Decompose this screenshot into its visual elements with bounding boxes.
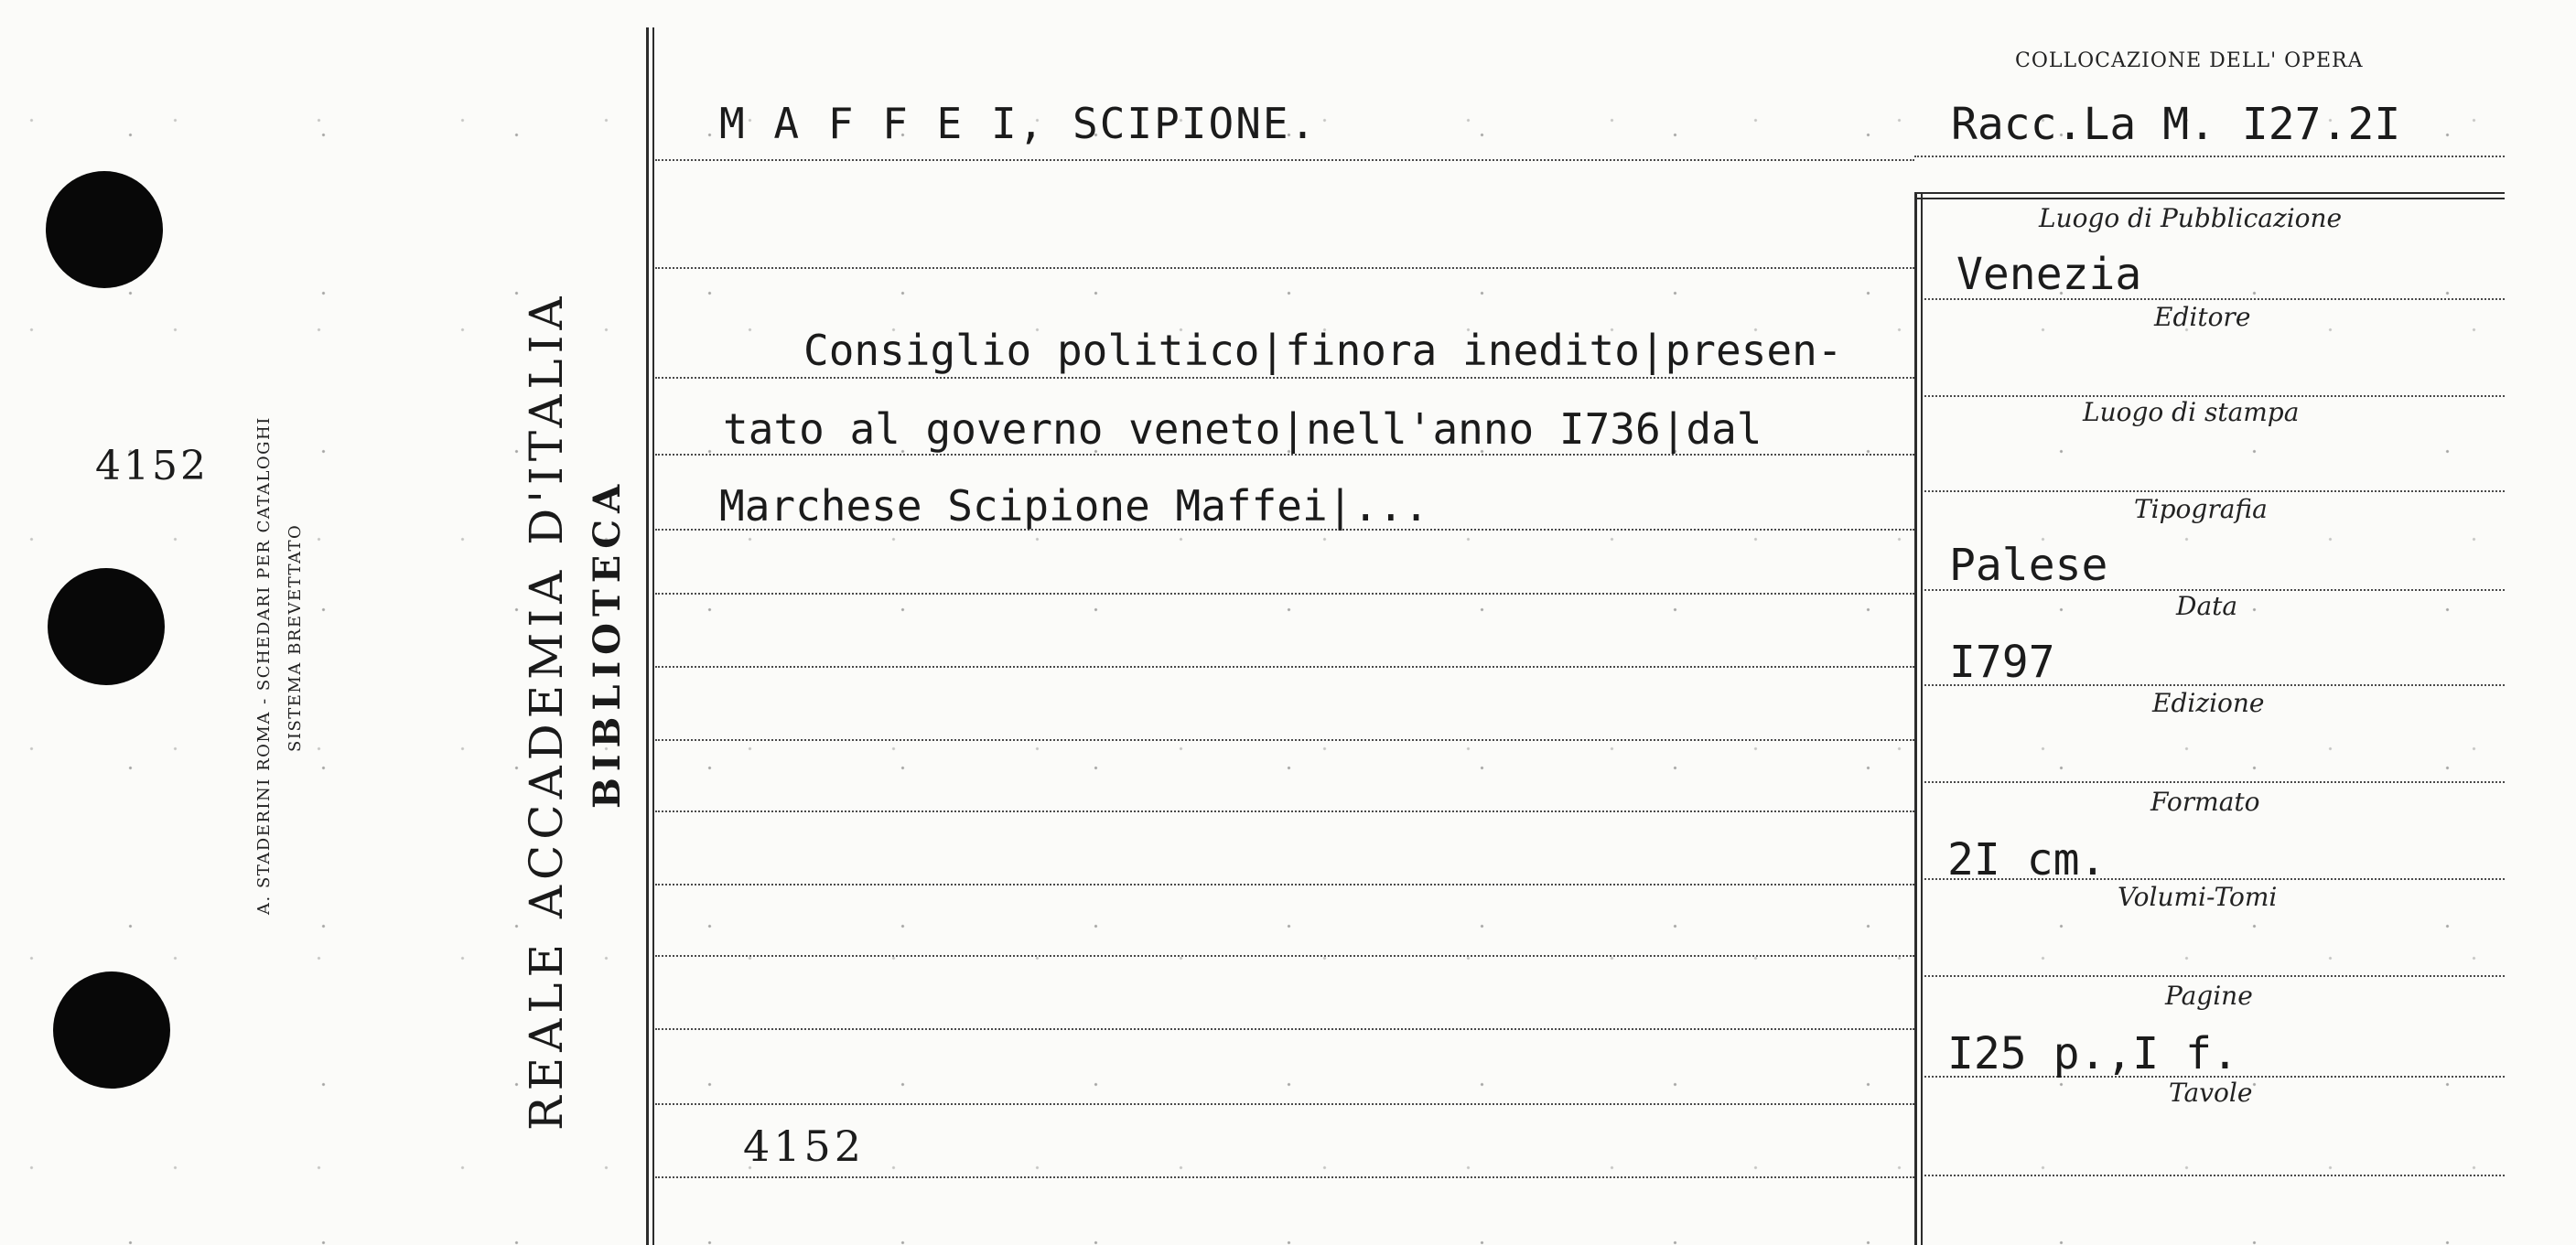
field-label-volumi-tomi: Volumi-Tomi xyxy=(2118,882,2278,912)
field-value-data: I797 xyxy=(1949,637,2055,688)
punch-hole xyxy=(46,171,163,288)
field-label-pagine: Pagine xyxy=(2165,981,2253,1011)
ruled-line xyxy=(1914,156,2505,157)
ruled-line xyxy=(655,454,1914,456)
ruled-line xyxy=(655,884,1914,885)
ruled-line xyxy=(655,267,1914,269)
field-line xyxy=(1924,781,2505,783)
field-value-pagine: I25 p.,I f. xyxy=(1947,1028,2238,1079)
ruled-line xyxy=(655,810,1914,812)
ruled-line xyxy=(655,159,1914,161)
title-line: tato al governo veneto|nell'anno I736|dal xyxy=(723,404,1762,454)
ruled-line xyxy=(655,1176,1914,1178)
library-name: BIBLIOTECA xyxy=(586,478,629,809)
field-line xyxy=(1924,975,2505,977)
field-column-rule xyxy=(1921,192,1923,1245)
field-line xyxy=(1924,490,2505,492)
field-label-edizione: Edizione xyxy=(2152,688,2265,718)
title-line: Consiglio politico|finora inedito|presen- xyxy=(803,326,1843,375)
margin-rule xyxy=(652,27,654,1245)
ruled-line xyxy=(655,593,1914,595)
shelfmark-heading: COLLOCAZIONE DELL' OPERA xyxy=(2015,49,2364,72)
ruled-line xyxy=(655,955,1914,957)
field-value-luogo-pubblicazione: Venezia xyxy=(1956,249,2142,300)
ruled-line xyxy=(655,666,1914,668)
institution-name: REALE ACCADEMIA D'ITALIA xyxy=(520,291,573,1131)
punch-hole xyxy=(48,568,165,685)
field-box-top-rule xyxy=(1914,192,2505,194)
ruled-line xyxy=(655,1103,1914,1105)
ruled-line xyxy=(655,1028,1914,1030)
field-label-tavole: Tavole xyxy=(2169,1078,2253,1108)
field-label-tipografia: Tipografia xyxy=(2134,494,2268,524)
field-label-editore: Editore xyxy=(2154,302,2251,332)
field-label-formato: Formato xyxy=(2150,787,2260,817)
stub-number: 4152 xyxy=(95,443,209,489)
field-line xyxy=(1924,1175,2505,1176)
printer-imprint: A. STADERINI ROMA - SCHEDARI PER CATALOGHI xyxy=(254,416,274,915)
field-value-tipografia: Palese xyxy=(1949,540,2108,591)
ruled-line xyxy=(655,377,1914,379)
author-heading: M A F F E I, SCIPIONE. xyxy=(719,99,1318,148)
footer-number: 4152 xyxy=(743,1122,866,1171)
ruled-line xyxy=(655,739,1914,741)
field-label-data: Data xyxy=(2176,591,2238,621)
field-label-luogo-pubblicazione: Luogo di Pubblicazione xyxy=(2039,203,2343,233)
field-column-rule xyxy=(1914,192,1917,1245)
field-box-top-rule xyxy=(1914,198,2505,199)
margin-rule xyxy=(646,27,649,1245)
shelfmark: Racc.La M. I27.2I xyxy=(1951,99,2401,150)
printer-patent-note: SISTEMA BREVETTATO xyxy=(286,523,305,752)
field-value-formato: 2I cm. xyxy=(1947,834,2107,885)
field-label-luogo-stampa: Luogo di stampa xyxy=(2083,397,2300,427)
punch-hole xyxy=(53,971,170,1089)
title-line: Marchese Scipione Maffei|... xyxy=(719,481,1429,531)
